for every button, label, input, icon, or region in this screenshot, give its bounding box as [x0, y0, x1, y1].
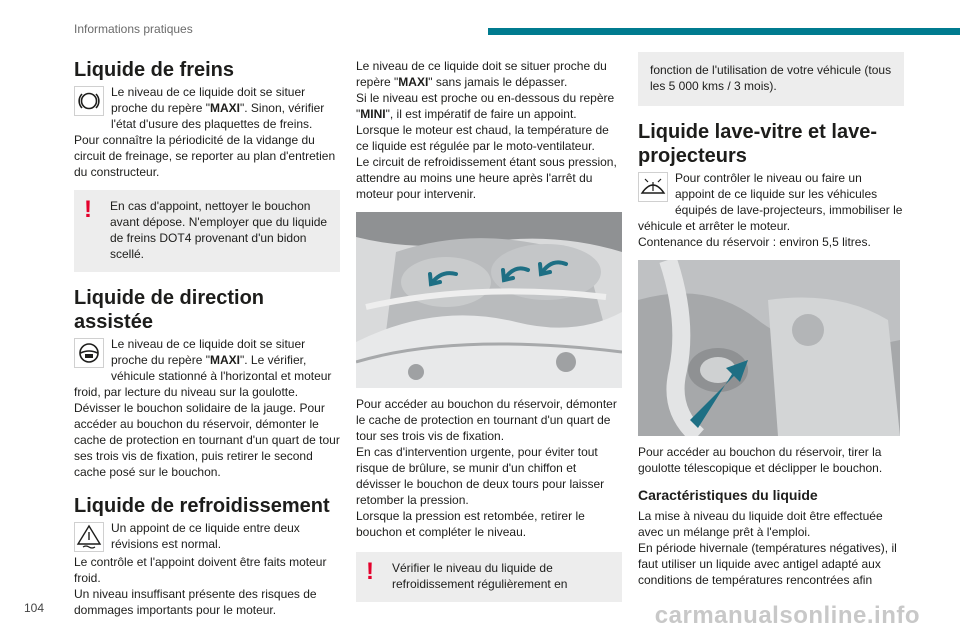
coolant-reservoir-photo — [356, 212, 622, 388]
steering-access-text: Dévisser le bouchon solidaire de la jauge. Pour accéder au bouchon du réservoir, démonter le cache de protection en tournant d'un quart de tour ses trois vis de fixation, puis retirer le second cache posé sur le bouchon. — [74, 401, 340, 479]
steering-text-post: ". Le vérifier, véhicule stationné à l'horizontal et moteur froid, par lecture du niveau sur la goulotte. — [74, 353, 332, 399]
power-steering-text — [74, 336, 340, 400]
header-accent-bar — [488, 28, 960, 35]
coolant-mini-post: ", il est impératif de faire un appoint. — [385, 107, 577, 121]
coolant-maxi-post: " sans jamais le dépasser. — [428, 75, 568, 89]
coolant-text-2: Le contrôle et l'appoint doivent être faits moteur froid. — [74, 555, 327, 585]
footer-watermark: carmanualsonline.info — [654, 602, 920, 629]
washer-photo-illustration — [638, 260, 900, 436]
coolant-icon — [74, 522, 104, 552]
washer-access-text: Pour accéder au bouchon du réservoir, tirer la goulotte télescopique et déclipper le bouchon. — [638, 445, 883, 475]
header-section-label: Informations pratiques — [74, 22, 193, 36]
washer-fluid-text — [638, 170, 904, 234]
page-number: 104 — [24, 601, 45, 615]
steering-text-maxi: MAXI — [210, 353, 240, 367]
coolant-mini-pre: Si le niveau est proche ou en-dessous du repère " — [356, 91, 615, 121]
coolant-complete-text: Lorsque la pression est retombée, retirer le bouchon et compléter le niveau. — [356, 509, 585, 539]
washer-fluid-title: Liquide lave-vitre et lave-projecteurs — [638, 121, 877, 167]
washer-winter-text: En période hivernale (températures négatives), il faut utiliser un liquide avec antigel adapté aux conditions de températures rencontrées afin — [638, 541, 897, 587]
coolant-text-1: Un appoint de ce liquide entre deux révisions est normal. — [111, 521, 300, 551]
brake-fluid-icon — [74, 86, 104, 116]
brake-fluid-title: Liquide de freins — [74, 59, 235, 81]
coolant-pressure-text: Le circuit de refroidissement étant sous pression, attendre au moins une heure après l'arrêt du moteur pour intervenir. — [356, 155, 617, 201]
brake-periodicity-text: Pour connaître la périodicité de la vidange du circuit de freinage, se reporter au plan d'entretien du constructeur. — [74, 133, 336, 179]
column-right — [638, 52, 904, 588]
washer-characteristics-title: Caractéristiques du liquide — [638, 487, 818, 503]
coolant-urgent-text: En cas d'intervention urgente, pour éviter tout risque de brûlure, se munir d'un chiffon et dévisser le bouchon de deux tours pour laisser retomber la pression. — [356, 445, 605, 507]
column-middle — [356, 58, 622, 612]
coolant-maxi-text — [356, 58, 622, 90]
coolant-mini-text — [356, 90, 622, 122]
washer-text-1: Pour contrôler le niveau ou faire un appoint de ce liquide sur les véhicules équipés de lave-projecteurs, immobiliser le véhicule et arrêter le moteur. — [638, 171, 903, 233]
brake-text-pre: Le niveau de ce liquide doit se situer proche du repère " — [111, 85, 306, 115]
warning-exclamation-icon: ! — [366, 558, 374, 585]
washer-fluid-icon — [638, 172, 668, 202]
coolant-photo-illustration — [356, 212, 622, 388]
coolant-text-3: Un niveau insuffisant présente des risques de dommages importants pour le moteur. — [74, 587, 317, 617]
brake-text-post: ". Sinon, vérifier l'état d'usure des plaquettes de freins. — [111, 101, 325, 131]
coolant-hot-text: Lorsque le moteur est chaud, la température de ce liquide est régulée par le moto-ventilateur. — [356, 123, 609, 153]
power-steering-icon — [74, 338, 104, 368]
coolant-maxi-pre: Le niveau de ce liquide doit se situer proche du repère " — [356, 59, 607, 89]
coolant-maxi-bold: MAXI — [398, 75, 429, 89]
washer-reservoir-photo — [638, 260, 900, 436]
washer-capacity-text: Contenance du réservoir : environ 5,5 litres. — [638, 235, 871, 249]
steering-text-pre: Le niveau de ce liquide doit se situer proche du repère " — [111, 337, 306, 367]
coolant-note-continued: fonction de l'utilisation de votre véhicule (tous les 5 000 kms / 3 mois). — [638, 52, 904, 106]
brake-note-text: En cas d'appoint, nettoyer le bouchon avant dépose. N'employer que du liquide de freins DOT4 provenant d'un bidon scellé. — [110, 199, 328, 261]
coolant-title: Liquide de refroidissement — [74, 495, 330, 517]
coolant-warning-note — [356, 552, 622, 602]
washer-mix-text: La mise à niveau du liquide doit être effectuée avec un mélange prêt à l'emploi. — [638, 509, 883, 539]
brake-text-maxi: MAXI — [210, 101, 240, 115]
brake-fluid-text — [74, 84, 340, 132]
brake-warning-note — [74, 190, 340, 272]
coolant-access-text: Pour accéder au bouchon du réservoir, démonter le cache de protection en tournant d'un quart de tour ses trois vis de fixation. — [356, 397, 617, 443]
column-left — [74, 52, 340, 618]
coolant-text — [74, 520, 340, 554]
coolant-note-text: Vérifier le niveau du liquide de refroidissement régulièrement en — [392, 561, 568, 591]
coolant-mini-bold: MINI — [360, 107, 386, 121]
power-steering-title: Liquide de direction assistée — [74, 287, 265, 333]
warning-exclamation-icon: ! — [84, 196, 92, 223]
